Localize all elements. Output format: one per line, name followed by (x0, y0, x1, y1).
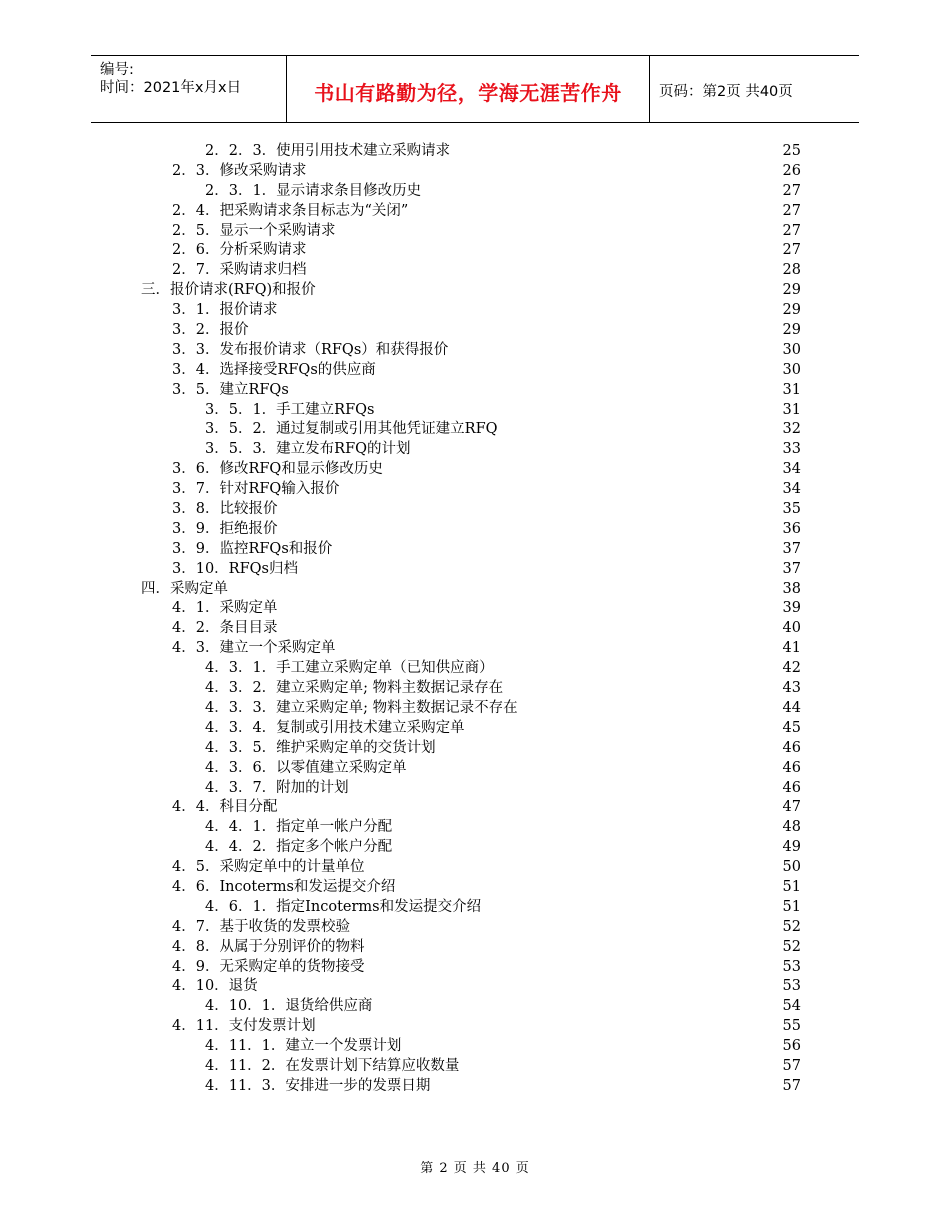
toc-entry-page: 30 (782, 341, 801, 358)
toc-entry[interactable] (0, 958, 950, 978)
toc-entry-page: 28 (782, 262, 801, 279)
toc-entry-page: 37 (782, 540, 801, 557)
toc-entry[interactable] (0, 162, 950, 182)
toc-entry[interactable] (0, 182, 950, 202)
toc-entry[interactable] (0, 361, 950, 381)
toc-entry-title: 4．3．建立一个采购定单 (172, 640, 336, 657)
toc-entry[interactable] (0, 838, 950, 858)
toc-entry-title: 2．3．1．显示请求条目修改历史 (205, 182, 422, 199)
toc-entry-page: 33 (782, 441, 801, 458)
toc-entry-page: 26 (782, 162, 801, 179)
toc-entry-title: 3．3．发布报价请求（RFQs）和获得报价 (172, 341, 449, 358)
header-motto: 书山有路勤为径，学海无涯苦作舟 (314, 81, 622, 105)
toc-entry-title: 四．采购定单 (141, 580, 228, 597)
toc-entry-title: 3．6．修改RFQ和显示修改历史 (172, 461, 383, 478)
toc-entry-page: 29 (782, 302, 801, 319)
header-page-cell (650, 56, 859, 122)
toc-entry[interactable] (0, 261, 950, 281)
toc-entry-page: 31 (782, 381, 801, 398)
header-motto-cell (287, 56, 650, 122)
toc-entry[interactable] (0, 560, 950, 580)
toc-entry-title: 4．3．4．复制或引用技术建立采购定单 (205, 719, 465, 736)
toc-entry-title: 4．4．科目分配 (172, 799, 278, 816)
toc-entry[interactable] (0, 759, 950, 779)
toc-entry[interactable] (0, 938, 950, 958)
toc-entry[interactable] (0, 997, 950, 1017)
toc-entry[interactable] (0, 500, 950, 520)
toc-entry[interactable] (0, 1017, 950, 1037)
toc-entry[interactable] (0, 659, 950, 679)
toc-entry-page: 40 (782, 620, 801, 637)
toc-entry[interactable] (0, 520, 950, 540)
toc-entry-page: 34 (782, 481, 801, 498)
toc-entry-title: 2．5．显示一个采购请求 (172, 222, 336, 239)
toc-entry[interactable] (0, 739, 950, 759)
toc-entry-title: 4．8．从属于分别评价的物料 (172, 938, 365, 955)
toc-entry[interactable] (0, 321, 950, 341)
toc-entry-title: 3．5．建立RFQs (172, 381, 289, 398)
toc-entry[interactable] (0, 918, 950, 938)
toc-entry-title: 4．5．采购定单中的计量单位 (172, 859, 365, 876)
toc-entry[interactable] (0, 241, 950, 261)
toc-entry[interactable] (0, 779, 950, 799)
toc-entry-title: 4．10．1．退货给供应商 (205, 998, 373, 1015)
toc-entry-title: 4．3．5．维护采购定单的交货计划 (205, 739, 436, 756)
toc-entry[interactable] (0, 858, 950, 878)
toc-entry-title: 3．4．选择接受RFQs的供应商 (172, 361, 376, 378)
toc-entry[interactable] (0, 719, 950, 739)
toc-entry-title: 4．7．基于收货的发票校验 (172, 918, 350, 935)
toc-entry-page: 27 (782, 222, 801, 239)
toc-entry[interactable] (0, 420, 950, 440)
toc-entry-title: 4．6．Incoterms和发运提交介绍 (172, 878, 396, 895)
toc-entry-page: 35 (782, 501, 801, 518)
toc-entry-title: 4．3．3．建立采购定单; 物料主数据记录不存在 (205, 699, 518, 716)
toc-entry-page: 56 (782, 1038, 801, 1055)
toc-entry[interactable] (0, 1057, 950, 1077)
toc-entry[interactable] (0, 639, 950, 659)
toc-entry-page: 41 (782, 640, 801, 657)
toc-entry-title: 3．10．RFQs归档 (172, 560, 298, 577)
toc-entry-page: 52 (782, 918, 801, 935)
toc-entry-title: 3．7．针对RFQ输入报价 (172, 481, 340, 498)
document-number-label: 编号: (100, 62, 134, 78)
toc-entry-page: 32 (782, 421, 801, 438)
toc-entry-page: 37 (782, 560, 801, 577)
toc-entry-title: 4．4．1．指定单一帐户分配 (205, 819, 393, 836)
toc-entry-page: 45 (782, 719, 801, 736)
toc-entry[interactable] (0, 480, 950, 500)
table-of-contents (0, 142, 950, 1097)
toc-entry[interactable] (0, 818, 950, 838)
toc-entry[interactable] (0, 599, 950, 619)
toc-entry-title: 4．2．条目目录 (172, 620, 278, 637)
toc-entry-page: 30 (782, 361, 801, 378)
toc-entry-title: 4．11．2．在发票计划下结算应收数量 (205, 1057, 460, 1074)
toc-entry-title: 4．3．2．建立采购定单; 物料主数据记录存在 (205, 680, 504, 697)
toc-entry[interactable] (0, 341, 950, 361)
toc-entry[interactable] (0, 460, 950, 480)
toc-entry[interactable] (0, 222, 950, 242)
toc-entry-title: 4．4．2．指定多个帐户分配 (205, 839, 393, 856)
toc-entry-title: 2．2．3．使用引用技术建立采购请求 (205, 143, 451, 159)
toc-entry[interactable] (0, 142, 950, 162)
toc-entry-title: 三．报价请求(RFQ)和报价 (141, 282, 316, 299)
toc-entry-page: 29 (782, 322, 801, 339)
toc-entry-page: 51 (782, 898, 801, 915)
toc-entry-page: 38 (782, 580, 801, 597)
toc-entry[interactable] (0, 381, 950, 401)
toc-entry[interactable] (0, 619, 950, 639)
page-footer: 第 2 页 共 40 页 (420, 1161, 530, 1176)
toc-entry-title: 2．7．采购请求归档 (172, 262, 307, 279)
toc-entry-page: 46 (782, 779, 801, 796)
toc-entry[interactable] (0, 977, 950, 997)
toc-entry-page: 47 (782, 799, 801, 816)
toc-entry-title: 4．10．退货 (172, 978, 258, 995)
toc-entry-page: 48 (782, 819, 801, 836)
toc-entry-page: 31 (782, 401, 801, 418)
toc-entry-title: 3．2．报价 (172, 322, 249, 339)
toc-entry-title: 3．9．拒绝报价 (172, 520, 278, 537)
toc-entry-page: 39 (782, 600, 801, 617)
toc-entry-title: 3．5．2．通过复制或引用其他凭证建立RFQ (205, 421, 498, 438)
toc-entry[interactable] (0, 798, 950, 818)
toc-entry-page: 34 (782, 461, 801, 478)
toc-entry-page: 44 (782, 699, 801, 716)
document-time-label: 时间：2021年x月x日 (100, 80, 242, 96)
toc-entry[interactable] (0, 301, 950, 321)
toc-entry-page: 51 (782, 878, 801, 895)
toc-entry[interactable] (0, 540, 950, 560)
toc-entry-page: 42 (782, 660, 801, 677)
toc-entry-title: 4．11．支付发票计划 (172, 1018, 316, 1035)
toc-entry-title: 4．1．采购定单 (172, 600, 278, 617)
toc-entry-page: 27 (782, 242, 801, 259)
toc-entry-page: 53 (782, 978, 801, 995)
toc-entry-page: 25 (782, 143, 801, 159)
toc-entry-title: 2．6．分析采购请求 (172, 242, 307, 259)
toc-entry-title: 4．6．1．指定Incoterms和发运提交介绍 (205, 898, 482, 915)
toc-entry-page: 36 (782, 520, 801, 537)
toc-entry-title: 4．9．无采购定单的货物接受 (172, 958, 365, 975)
toc-entry[interactable] (0, 281, 950, 301)
header-meta-cell (91, 56, 287, 122)
toc-entry-title: 4．3．1．手工建立采购定单（已知供应商） (205, 660, 494, 677)
page-header (91, 55, 859, 123)
toc-entry[interactable] (0, 898, 950, 918)
toc-entry[interactable] (0, 401, 950, 421)
toc-entry-title: 4．3．6．以零值建立采购定单 (205, 759, 407, 776)
toc-entry-page: 49 (782, 839, 801, 856)
toc-entry-title: 3．5．3．建立发布RFQ的计划 (205, 441, 411, 458)
toc-entry-title: 3．9．监控RFQs和报价 (172, 540, 333, 557)
toc-entry-title: 3．8．比较报价 (172, 501, 278, 518)
toc-entry[interactable] (0, 1037, 950, 1057)
toc-entry-page: 29 (782, 282, 801, 299)
toc-entry-page: 55 (782, 1018, 801, 1035)
toc-entry[interactable] (0, 580, 950, 600)
toc-entry-title: 4．11．1．建立一个发票计划 (205, 1038, 402, 1055)
toc-entry-page: 50 (782, 859, 801, 876)
toc-entry[interactable] (0, 679, 950, 699)
toc-entry[interactable] (0, 878, 950, 898)
toc-entry[interactable] (0, 440, 950, 460)
toc-entry[interactable] (0, 1077, 950, 1097)
toc-entry-title: 4．11．3．安排进一步的发票日期 (205, 1077, 431, 1094)
toc-entry-page: 46 (782, 739, 801, 756)
toc-entry-page: 27 (782, 202, 801, 219)
toc-entry[interactable] (0, 699, 950, 719)
toc-entry-page: 46 (782, 759, 801, 776)
toc-entry-title: 2．3．修改采购请求 (172, 162, 307, 179)
toc-entry-title: 3．1．报价请求 (172, 302, 278, 319)
toc-entry-page: 57 (782, 1057, 801, 1074)
toc-entry-page: 54 (782, 998, 801, 1015)
toc-entry-page: 53 (782, 958, 801, 975)
toc-entry-page: 52 (782, 938, 801, 955)
header-page-number: 页码：第2页 共40页 (659, 84, 793, 100)
toc-entry-page: 57 (782, 1077, 801, 1094)
toc-entry-title: 4．3．7．附加的计划 (205, 779, 349, 796)
toc-entry[interactable] (0, 202, 950, 222)
toc-entry-title: 2．4．把采购请求条目标志为“关闭” (172, 202, 409, 219)
toc-entry-page: 43 (782, 680, 801, 697)
toc-entry-title: 3．5．1．手工建立RFQs (205, 401, 375, 418)
toc-entry-page: 27 (782, 182, 801, 199)
